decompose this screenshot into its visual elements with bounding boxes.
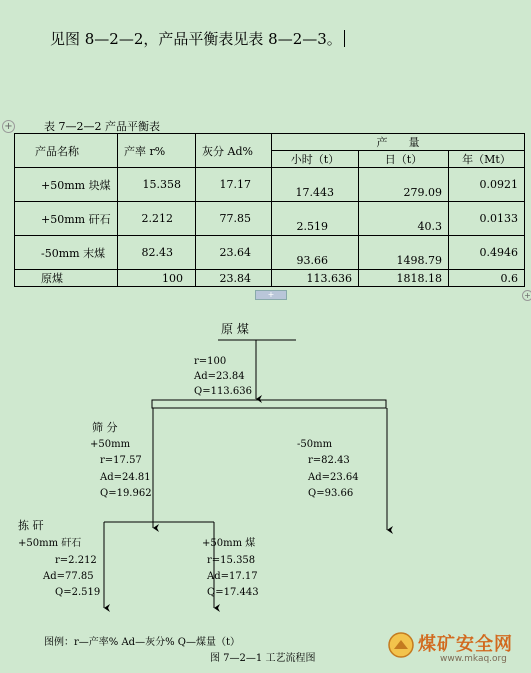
header-hour: 小时（t） [272, 151, 359, 168]
cell-rate: 100 [118, 270, 196, 287]
cell-hour: 2.519 [272, 202, 359, 236]
gangue-ad: Ad=77.85 [43, 571, 94, 582]
cell-name: 原煤 [15, 270, 118, 287]
cell-hour: 113.636 [272, 270, 359, 287]
raw-r: r=100 [194, 356, 227, 367]
header-ash: 灰分 Ad% [196, 134, 272, 168]
screen-r: r=17.57 [100, 455, 142, 466]
cell-ash: 77.85 [196, 202, 272, 236]
screen-box [152, 400, 386, 408]
cell-year: 0.0921 [449, 168, 525, 202]
cell-hour: 17.443 [272, 168, 359, 202]
raw-q: Q=113.636 [194, 386, 252, 397]
raw-coal-title: 原 煤 [221, 322, 249, 336]
cell-name: +50mm 矸石 [15, 202, 118, 236]
cell-year: 0.0133 [449, 202, 525, 236]
cell-year: 0.6 [449, 270, 525, 287]
cell-name: -50mm 末煤 [15, 236, 118, 270]
cell-hour: 93.66 [272, 236, 359, 270]
fine-r: r=82.43 [308, 455, 350, 466]
header-name: 产品名称 [15, 134, 118, 168]
cell-day: 279.09 [359, 168, 449, 202]
cell-year: 0.4946 [449, 236, 525, 270]
pick-title: 拣 矸 [18, 519, 44, 532]
lump-name: +50mm 煤 [202, 538, 256, 549]
table-move-handle-icon[interactable]: + [2, 120, 15, 133]
cell-ash: 23.84 [196, 270, 272, 287]
gangue-name: +50mm 矸石 [18, 538, 82, 549]
fine-q: Q=93.66 [308, 488, 354, 499]
lump-ad: Ad=17.17 [207, 571, 258, 582]
logo-url: www.mkaq.org [440, 654, 507, 664]
cell-ash: 17.17 [196, 168, 272, 202]
screen-size: +50mm [90, 439, 131, 450]
header-day: 日（t） [359, 151, 449, 168]
lump-r: r=15.358 [207, 555, 256, 566]
heading-text: 见图 8—2—2，产品平衡表见表 8—2—3。 [50, 30, 342, 48]
cell-rate: 15.358 [118, 168, 196, 202]
table-resize-handle[interactable]: + [255, 290, 287, 300]
gangue-r: r=2.212 [55, 555, 97, 566]
raw-ad: Ad=23.84 [194, 371, 245, 382]
cell-day: 1818.18 [359, 270, 449, 287]
flow-caption: 图 7—2—1 工艺流程图 [210, 653, 316, 664]
table-caption: 表 7—2—2 产品平衡表 [44, 120, 160, 133]
cell-ash: 23.64 [196, 236, 272, 270]
cell-name: +50mm 块煤 [15, 168, 118, 202]
header-rate: 产率 r% [118, 134, 196, 168]
header-year: 年（Mt） [449, 151, 525, 168]
gangue-q: Q=2.519 [55, 587, 101, 598]
lump-q: Q=17.443 [207, 587, 259, 598]
screen-title: 筛 分 [92, 421, 118, 434]
header-output: 产 量 [272, 134, 525, 151]
logo-text: 煤矿安全网 [418, 634, 513, 655]
fine-size: -50mm [297, 439, 333, 450]
add-column-handle-icon[interactable]: + [522, 290, 531, 301]
fine-ad: Ad=23.64 [308, 472, 359, 483]
flow-legend: 图例：r—产率% Ad—灰分% Q—煤量（t） [44, 637, 240, 648]
logo-badge-icon [388, 632, 414, 658]
screen-ad: Ad=24.81 [100, 472, 151, 483]
cell-day: 1498.79 [359, 236, 449, 270]
site-logo [388, 628, 528, 668]
cell-rate: 2.212 [118, 202, 196, 236]
screen-q: Q=19.962 [100, 488, 152, 499]
cell-day: 40.3 [359, 202, 449, 236]
cell-rate: 82.43 [118, 236, 196, 270]
